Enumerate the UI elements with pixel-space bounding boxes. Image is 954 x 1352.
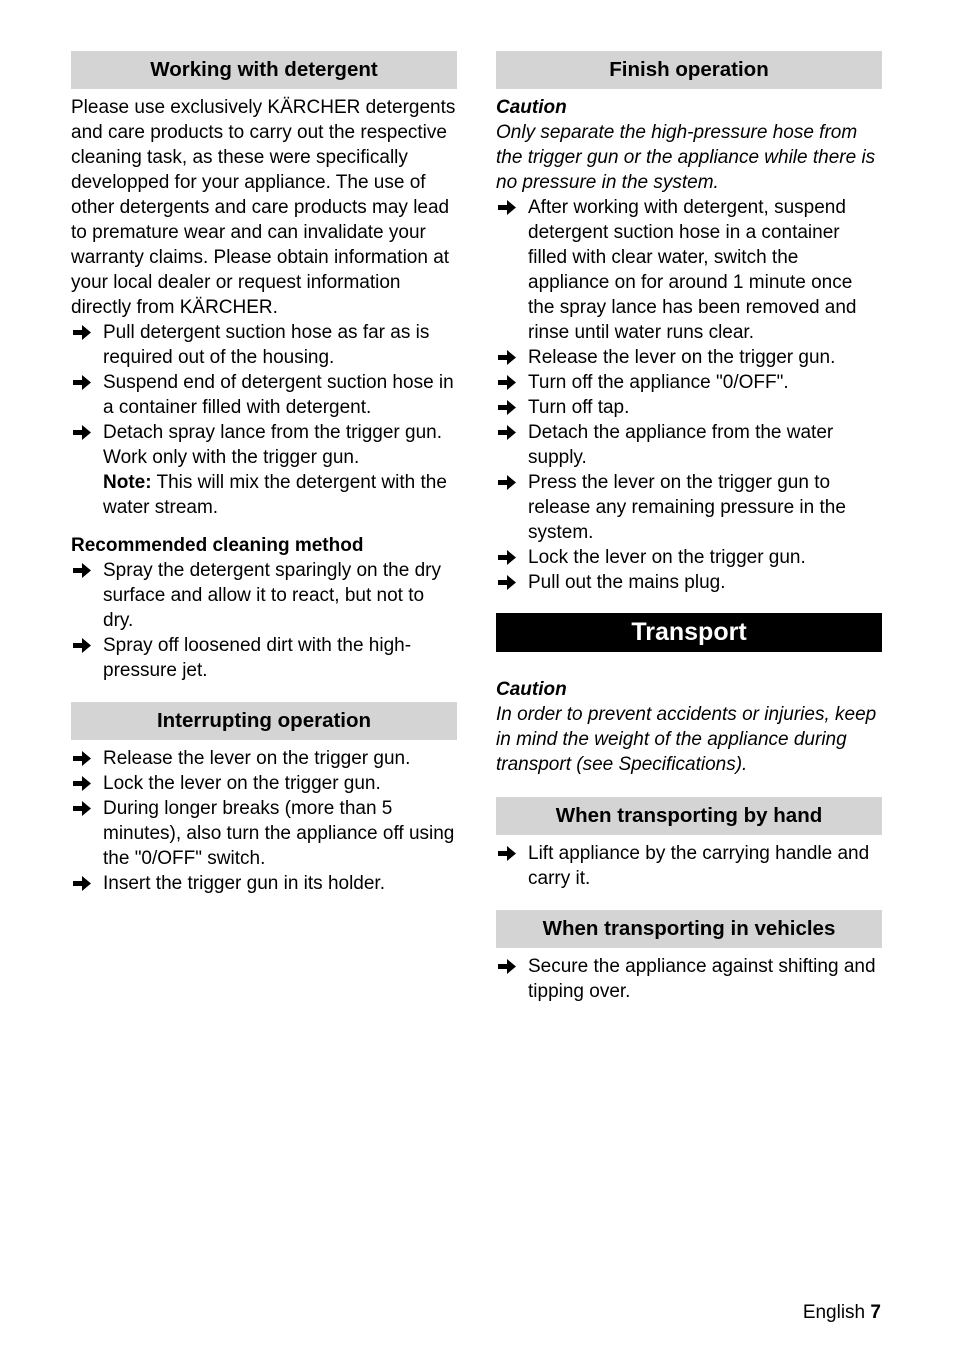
- list-item: During longer breaks (more than 5 minutes), also turn the appliance off using the "0/OFF" switch.: [71, 796, 457, 871]
- list-item: Turn off tap.: [496, 395, 882, 420]
- detergent-steps: [71, 320, 457, 520]
- method-heading: Recommended cleaning method: [71, 535, 364, 556]
- vehicles-steps: [496, 954, 882, 1004]
- finish-caution-title: Caution: [496, 97, 567, 118]
- arrow-right-icon: [71, 746, 93, 771]
- page-footer: [803, 1300, 881, 1325]
- transport-caution-text: In order to prevent accidents or injuries, keep in mind the weight of the appliance during transport (see Specifications).: [496, 703, 877, 775]
- list-item: Detach spray lance from the trigger gun. Work only with the trigger gun. Note: This will mix the detergent with the water stream.: [71, 420, 457, 520]
- list-item: Release the lever on the trigger gun.: [496, 345, 882, 370]
- arrow-right-icon: [71, 796, 93, 821]
- list-item: Turn off the appliance "0/OFF".: [496, 370, 882, 395]
- arrow-right-icon: [496, 570, 518, 595]
- arrow-right-icon: [496, 370, 518, 395]
- list-item: Secure the appliance against shifting and tipping over.: [496, 954, 882, 1004]
- arrow-right-icon: [71, 633, 93, 658]
- list-item: Suspend end of detergent suction hose in a container filled with detergent.: [71, 370, 457, 420]
- arrow-right-icon: [496, 954, 518, 979]
- list-item: Insert the trigger gun in its holder.: [71, 871, 457, 896]
- arrow-right-icon: [71, 558, 93, 583]
- by-hand-steps: [496, 841, 882, 891]
- arrow-right-icon: [496, 545, 518, 570]
- arrow-right-icon: [496, 195, 518, 220]
- arrow-right-icon: [71, 320, 93, 345]
- list-item: Release the lever on the trigger gun.: [71, 746, 457, 771]
- list-item: Pull detergent suction hose as far as is required out of the housing.: [71, 320, 457, 370]
- list-item: Spray off loosened dirt with the high-pressure jet.: [71, 633, 457, 683]
- list-item: Lock the lever on the trigger gun.: [71, 771, 457, 796]
- arrow-right-icon: [71, 420, 93, 445]
- list-item: Spray the detergent sparingly on the dry surface and allow it to react, but not to dry.: [71, 558, 457, 633]
- list-item: After working with detergent, suspend detergent suction hose in a container filled with clear water, switch the appliance on for around 1 minute once the spray lance has been removed and rinse until water runs clear.: [496, 195, 882, 345]
- footer-language: English: [802, 1302, 866, 1323]
- list-item: Press the lever on the trigger gun to release any remaining pressure in the system.: [496, 470, 882, 545]
- right-column: [496, 51, 882, 1004]
- left-column: [71, 51, 457, 896]
- arrow-right-icon: [496, 420, 518, 445]
- arrow-right-icon: [71, 871, 93, 896]
- arrow-right-icon: [496, 841, 518, 866]
- note-text: This will mix the detergent with the water stream.: [103, 472, 447, 518]
- list-item: Detach the appliance from the water supply.: [496, 420, 882, 470]
- method-steps: [71, 558, 457, 683]
- by-hand-heading: When transporting by hand: [496, 797, 882, 835]
- arrow-right-icon: [496, 345, 518, 370]
- transport-caution-title: Caution: [496, 678, 567, 700]
- transport-heading: Transport: [496, 613, 882, 652]
- finish-caution-text: Only separate the high-pressure hose from the trigger gun or the appliance while there is no pressure in the system.: [496, 122, 876, 193]
- arrow-right-icon: [71, 771, 93, 796]
- page-number: 7: [870, 1302, 881, 1323]
- list-item: Lock the lever on the trigger gun.: [496, 545, 882, 570]
- list-item: Pull out the mains plug.: [496, 570, 882, 595]
- interrupting-heading: Interrupting operation: [71, 702, 457, 740]
- note-label: Note:: [103, 472, 152, 493]
- arrow-right-icon: [496, 470, 518, 495]
- detergent-heading: Working with detergent: [71, 51, 457, 89]
- arrow-right-icon: [71, 370, 93, 395]
- list-item: Lift appliance by the carrying handle and carry it.: [496, 841, 882, 891]
- detergent-intro: Please use exclusively KÄRCHER detergents and care products to carry out the respective cleaning task, as these were specifically developped for your appliance. The use of other detergents and care products may lead to premature wear and can invalidate your warranty claims. Please obtain information at your local dealer or request information directly from KÄRCHER.: [71, 97, 456, 318]
- vehicles-heading: When transporting in vehicles: [496, 910, 882, 948]
- arrow-right-icon: [496, 395, 518, 420]
- interrupting-steps: [71, 746, 457, 896]
- finish-heading: Finish operation: [496, 51, 882, 89]
- finish-steps: [496, 195, 882, 595]
